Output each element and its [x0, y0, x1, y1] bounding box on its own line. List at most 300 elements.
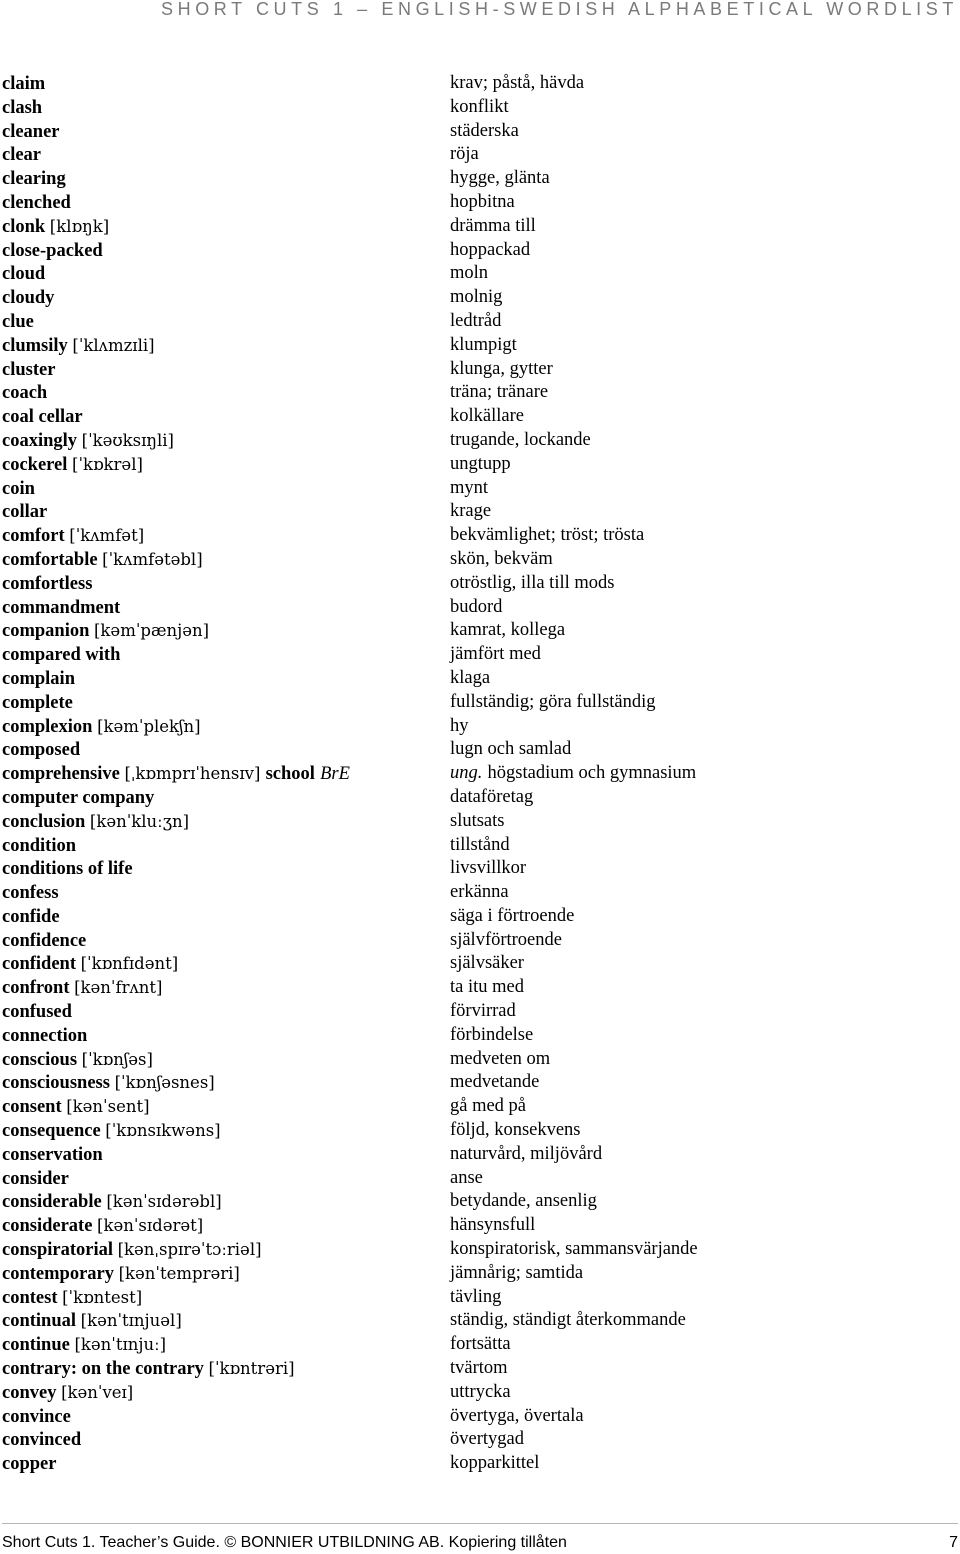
english-term [2, 477, 35, 502]
swedish-translation [450, 1143, 602, 1167]
swedish-translation [450, 477, 488, 501]
translation-text: övertyga, övertala [450, 1405, 584, 1426]
translation-text: kopparkittel [450, 1453, 540, 1474]
english-term [2, 1357, 295, 1382]
word-entry [0, 881, 960, 905]
swedish-translation [450, 810, 504, 834]
word-entry [0, 500, 960, 524]
word-entry [0, 738, 960, 762]
word-entry [0, 286, 960, 310]
headword: consider [2, 1168, 69, 1189]
swedish-translation [450, 1452, 539, 1476]
swedish-translation [450, 715, 469, 739]
english-term [2, 1452, 56, 1477]
word-entry [0, 834, 960, 858]
swedish-translation [450, 976, 524, 1000]
english-term [2, 1405, 71, 1430]
swedish-translation [450, 1333, 511, 1357]
english-term [2, 1428, 81, 1453]
swedish-translation [450, 738, 571, 762]
translation-text: hopbitna [450, 191, 515, 212]
swedish-translation [450, 952, 524, 976]
headword: considerate [2, 1216, 93, 1237]
pronunciation: [kənˈtemprəri] [118, 1263, 240, 1283]
translation-text: klaga [450, 667, 491, 688]
word-entry [0, 1381, 960, 1405]
english-term [2, 405, 83, 430]
translation-text: hoppackad [450, 239, 531, 260]
translation-text: drämma till [450, 215, 536, 236]
word-entry [0, 1167, 960, 1191]
swedish-translation [450, 120, 519, 144]
swedish-translation [450, 1167, 483, 1191]
headword: claim [2, 74, 46, 94]
translation-text: förbindelse [450, 1024, 534, 1045]
swedish-translation [450, 1286, 501, 1310]
translation-text: träna; tränare [450, 382, 549, 403]
translation-text: medvetande [450, 1072, 540, 1093]
translation-text: ledtråd [450, 310, 502, 331]
swedish-translation [450, 1190, 597, 1214]
swedish-translation [450, 167, 550, 191]
swedish-translation [450, 1262, 583, 1286]
pronunciation: [ˈkʌmfətəbl] [102, 549, 203, 569]
english-term [2, 572, 92, 597]
translation-text: städerska [450, 120, 519, 141]
headword: coin [2, 478, 35, 499]
english-term [2, 1071, 215, 1096]
english-term [2, 1309, 182, 1334]
pronunciation: [kənˈsɪdərət] [97, 1216, 204, 1236]
translation-text: kolkällare [450, 406, 524, 427]
headword: coaxingly [2, 430, 78, 451]
usage-note: BrE [320, 764, 350, 785]
translation-text: klunga, gytter [450, 358, 553, 379]
swedish-translation [450, 643, 541, 667]
word-entry [0, 929, 960, 953]
english-term [2, 429, 174, 454]
headword: confident [2, 954, 76, 975]
word-entry [0, 1024, 960, 1048]
translation-text: säga i förtroende [450, 905, 575, 926]
word-entry [0, 596, 960, 620]
pronunciation: [kənˈkluːʒn] [89, 811, 190, 831]
english-term [2, 596, 120, 621]
pronunciation: [ˈklʌmzɪli] [72, 335, 155, 355]
swedish-translation [450, 1095, 526, 1119]
translation-text: klumpigt [450, 334, 517, 355]
word-entry [0, 96, 960, 120]
word-entry [0, 1143, 960, 1167]
english-term [2, 619, 209, 644]
english-term [2, 120, 60, 145]
pronunciation: [kənˌspɪrəˈtɔːriəl] [117, 1240, 262, 1260]
translation-text: konflikt [450, 96, 509, 117]
swedish-translation [450, 1048, 550, 1072]
translation-text: ungtupp [450, 453, 511, 474]
swedish-translation [450, 857, 526, 881]
english-term [2, 96, 42, 121]
english-term [2, 1333, 166, 1358]
word-entry [0, 239, 960, 263]
word-entry [0, 572, 960, 596]
english-term [2, 667, 75, 692]
swedish-translation [450, 262, 488, 286]
headword: conscious [2, 1049, 78, 1070]
swedish-translation [450, 215, 536, 239]
headword: cleaner [2, 121, 60, 142]
swedish-translation [450, 834, 510, 858]
translation-text: uttrycka [450, 1381, 511, 1402]
english-term [2, 738, 80, 763]
translation-text: konspiratorisk, sammansvärjande [450, 1239, 698, 1260]
headword: considerable [2, 1192, 102, 1213]
word-entry [0, 477, 960, 501]
headword: contrary: on the contrary [2, 1359, 204, 1380]
english-term [2, 905, 60, 930]
english-term [2, 72, 45, 97]
word-entry [0, 1238, 960, 1262]
headword: confess [2, 883, 59, 904]
english-term [2, 929, 86, 954]
english-term [2, 1238, 262, 1263]
translation-text: otröstlig, illa till mods [450, 572, 615, 593]
swedish-translation [450, 1405, 584, 1429]
english-term [2, 215, 109, 240]
swedish-translation [450, 572, 614, 596]
english-term [2, 881, 59, 906]
translation-text: mynt [450, 477, 489, 498]
pronunciation: [kəmˈplekʃn] [97, 716, 201, 736]
translation-text: ständig, ständigt återkommande [450, 1310, 686, 1331]
pronunciation: [kənˈsent] [66, 1097, 150, 1117]
swedish-translation [450, 905, 574, 929]
english-term [2, 524, 144, 549]
headword: collar [2, 502, 48, 523]
english-term [2, 453, 143, 478]
swedish-translation [450, 596, 502, 620]
translation-text: förvirrad [450, 1001, 516, 1022]
word-entry [0, 120, 960, 144]
word-entry [0, 786, 960, 810]
english-term [2, 1167, 69, 1192]
english-term [2, 167, 66, 192]
english-term [2, 1214, 203, 1239]
swedish-translation [450, 1309, 686, 1333]
translation-text: självsäker [450, 953, 524, 974]
translation-text: budord [450, 596, 503, 617]
word-entry [0, 358, 960, 382]
word-entry [0, 976, 960, 1000]
headword: convinced [2, 1430, 82, 1451]
english-term [2, 691, 73, 716]
headword: compared with [2, 645, 121, 666]
running-head-title: SHORT CUTS 1 – ENGLISH-SWEDISH ALPHABETICAL WORDLIST [161, 0, 958, 19]
translation-text: röja [450, 144, 479, 165]
swedish-translation [450, 1000, 516, 1024]
headword: complexion [2, 716, 93, 737]
swedish-translation [450, 881, 509, 905]
headword: comprehensive [2, 764, 120, 785]
swedish-translation [450, 72, 584, 96]
pronunciation: [kəmˈpænjən] [94, 621, 210, 641]
translation-text: tvärtom [450, 1358, 508, 1379]
swedish-translation [450, 1381, 511, 1405]
word-entry [0, 72, 960, 96]
translation-text: betydande, ansenlig [450, 1191, 597, 1212]
page-number: 7 [949, 1534, 958, 1551]
english-term [2, 976, 162, 1001]
swedish-translation [450, 310, 501, 334]
headword: clearing [2, 169, 66, 190]
headword: complain [2, 668, 75, 689]
swedish-translation [450, 1428, 524, 1452]
word-entry [0, 1286, 960, 1310]
translation-text: högstadium och gymnasium [487, 763, 697, 784]
word-entry [0, 143, 960, 167]
word-entry [0, 1405, 960, 1429]
swedish-translation [450, 1119, 581, 1143]
word-entry [0, 619, 960, 643]
swedish-translation [450, 1214, 535, 1238]
english-term [2, 358, 55, 383]
english-term [2, 1262, 240, 1287]
headword: conservation [2, 1144, 103, 1165]
headword: consequence [2, 1121, 101, 1142]
english-term [2, 1048, 153, 1073]
english-term [2, 1000, 72, 1025]
english-term [2, 381, 47, 406]
word-entry [0, 310, 960, 334]
translation-text: naturvård, miljövård [450, 1143, 603, 1164]
pronunciation: [kənˈveɪ] [61, 1382, 134, 1402]
word-entry [0, 1190, 960, 1214]
pronunciation: [kənˈfrʌnt] [74, 978, 163, 998]
headword: cloudy [2, 288, 55, 309]
english-term [2, 1143, 103, 1168]
word-entry [0, 524, 960, 548]
translation-text: bekvämlighet; tröst; trösta [450, 525, 645, 546]
headword: confidence [2, 930, 87, 951]
swedish-translation [450, 239, 530, 263]
headword: continue [2, 1335, 70, 1356]
word-entry [0, 643, 960, 667]
headword: comfortable [2, 549, 98, 570]
word-entry [0, 1214, 960, 1238]
swedish-translation [450, 429, 591, 453]
swedish-translation [450, 1238, 698, 1262]
word-entry [0, 167, 960, 191]
english-term [2, 1381, 133, 1406]
pronunciation: [kənˈsɪdərəbl] [106, 1192, 222, 1212]
translation-text: jämnårig; samtida [450, 1262, 584, 1283]
english-term [2, 1286, 142, 1311]
word-entry [0, 1048, 960, 1072]
swedish-translation [450, 1071, 539, 1095]
swedish-translation [450, 143, 479, 167]
word-entry [0, 691, 960, 715]
swedish-translation [450, 548, 553, 572]
headword: commandment [2, 597, 121, 618]
headword: clear [2, 145, 42, 166]
word-entry [0, 762, 960, 786]
abbreviation: ung. [450, 763, 483, 784]
swedish-translation [450, 786, 533, 810]
headword: clue [2, 311, 34, 332]
word-entry [0, 1309, 960, 1333]
headword: contest [2, 1287, 58, 1308]
pronunciation: [ˈkɒnsɪkwəns] [105, 1121, 221, 1141]
english-term [2, 643, 120, 668]
swedish-translation [450, 500, 491, 524]
pronunciation: [ˈkɒkrəl] [72, 454, 143, 474]
pronunciation: [ˈkʌmfət] [69, 526, 145, 546]
swedish-translation [450, 96, 509, 120]
word-entry [0, 905, 960, 929]
headword: clenched [2, 192, 71, 213]
headword: cockerel [2, 454, 68, 475]
headword: consciousness [2, 1073, 110, 1094]
word-entry [0, 857, 960, 881]
translation-text: slutsats [450, 810, 505, 831]
english-term [2, 810, 189, 835]
word-entry [0, 1452, 960, 1476]
translation-text: molnig [450, 287, 503, 308]
translation-text: självförtroende [450, 929, 562, 950]
english-term [2, 834, 76, 859]
pronunciation: [kənˈtɪnjuː] [74, 1335, 167, 1355]
headword: close-packed [2, 240, 103, 261]
translation-text: fullständig; göra fullständig [450, 691, 656, 712]
english-term [2, 857, 133, 882]
translation-text: anse [450, 1167, 483, 1188]
english-term [2, 548, 203, 573]
english-term [2, 1095, 150, 1120]
swedish-translation [450, 762, 696, 786]
translation-text: lugn och samlad [450, 739, 572, 760]
headword: conditions of life [2, 859, 133, 880]
headword: consent [2, 1097, 62, 1118]
headword: connection [2, 1025, 88, 1046]
swedish-translation [450, 1357, 508, 1381]
english-term [2, 715, 201, 740]
translation-text: hygge, glänta [450, 168, 550, 189]
translation-text: erkänna [450, 882, 509, 903]
word-entry [0, 715, 960, 739]
english-term [2, 952, 178, 977]
swedish-translation [450, 191, 515, 215]
word-entry [0, 810, 960, 834]
word-entry [0, 191, 960, 215]
headword: coal cellar [2, 407, 83, 428]
word-entry [0, 548, 960, 572]
english-term [2, 1024, 87, 1049]
english-term [2, 334, 155, 359]
headword: comfort [2, 526, 65, 547]
swedish-translation [450, 929, 562, 953]
translation-text: fortsätta [450, 1334, 511, 1355]
word-entry [0, 453, 960, 477]
english-term [2, 262, 45, 287]
translation-text: ta itu med [450, 977, 524, 998]
word-entry [0, 1095, 960, 1119]
headword: contemporary [2, 1263, 114, 1284]
swedish-translation [450, 524, 644, 548]
headword: clumsily [2, 335, 68, 356]
headword: confide [2, 906, 60, 927]
translation-text: medveten om [450, 1048, 551, 1069]
word-entry [0, 667, 960, 691]
word-list [0, 72, 960, 1476]
headword: computer company [2, 787, 155, 808]
headword: comfortless [2, 573, 93, 594]
headword: coach [2, 383, 48, 404]
footer-credit: Short Cuts 1. Teacher’s Guide. © BONNIER UTBILDNING AB. Kopiering tillåten [2, 1534, 567, 1551]
swedish-translation [450, 667, 490, 691]
translation-text: trugande, lockande [450, 429, 591, 450]
pronunciation: [ˈkɒnʃəs] [81, 1049, 153, 1069]
headword: continual [2, 1311, 77, 1332]
swedish-translation [450, 1024, 533, 1048]
word-entry [0, 405, 960, 429]
swedish-translation [450, 619, 565, 643]
word-entry [0, 1428, 960, 1452]
headword-suffix: school [265, 764, 315, 785]
english-term [2, 1190, 222, 1215]
translation-text: hänsynsfull [450, 1215, 536, 1236]
word-entry [0, 1333, 960, 1357]
english-term [2, 143, 41, 168]
word-entry [0, 1071, 960, 1095]
pronunciation: [ˈkəʊksɪŋli] [81, 430, 174, 450]
pronunciation: [ˈkɒnfɪdənt] [80, 954, 179, 974]
footer-divider [2, 1523, 958, 1524]
swedish-translation [450, 358, 553, 382]
english-term [2, 1119, 221, 1144]
word-entry [0, 952, 960, 976]
translation-text: livsvillkor [450, 858, 527, 879]
translation-text: hy [450, 715, 469, 736]
word-entry [0, 1357, 960, 1381]
pronunciation: [ˌkɒmprɪˈhensɪv] [124, 764, 261, 784]
translation-text: kamrat, kollega [450, 620, 566, 641]
translation-text: krav; påstå, hävda [450, 73, 585, 93]
headword: clash [2, 97, 43, 118]
translation-text: övertygad [450, 1429, 524, 1450]
translation-text: dataföretag [450, 786, 534, 807]
word-entry [0, 334, 960, 358]
word-entry [0, 215, 960, 239]
headword: companion [2, 621, 90, 642]
headword: conclusion [2, 811, 86, 832]
swedish-translation [450, 405, 524, 429]
english-term [2, 500, 47, 525]
translation-text: tillstånd [450, 834, 510, 855]
word-entry [0, 1000, 960, 1024]
headword: clonk [2, 216, 46, 237]
headword: condition [2, 835, 77, 856]
translation-text: följd, konsekvens [450, 1120, 581, 1141]
headword: cloud [2, 264, 46, 285]
english-term [2, 191, 71, 216]
translation-text: krage [450, 501, 492, 522]
word-entry [0, 381, 960, 405]
headword: convey [2, 1382, 57, 1403]
translation-text: moln [450, 263, 489, 284]
translation-text: gå med på [450, 1096, 527, 1117]
pronunciation: [klɒŋk] [49, 216, 110, 236]
swedish-translation [450, 691, 656, 715]
